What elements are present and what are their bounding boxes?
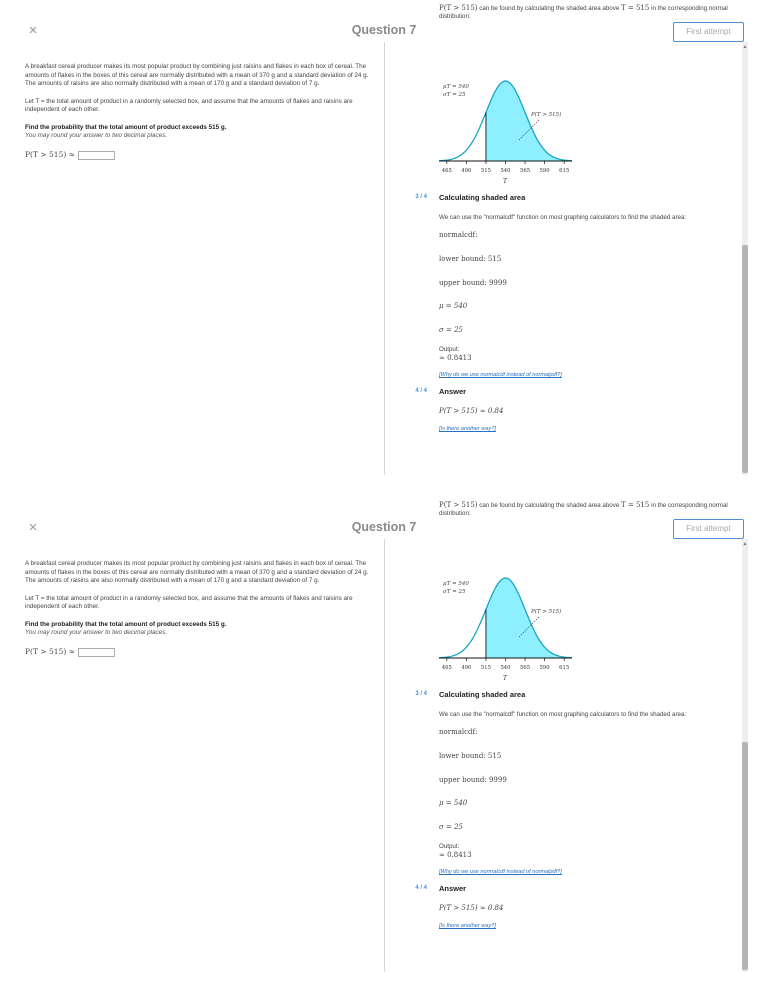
question-panel — [0, 497, 768, 972]
step-3-number: 3 / 4 — [415, 194, 427, 200]
close-icon[interactable]: × — [28, 22, 38, 39]
x-tick-label: 490 — [461, 665, 472, 671]
answer-label: P(T > 515) ≈ — [25, 646, 75, 656]
output-value: ≈ 0.8413 — [439, 851, 472, 859]
scroll-up-arrow[interactable]: ▲ — [742, 44, 748, 50]
sigma-label: σT = 25 — [443, 92, 466, 98]
rounding-hint: You may round your answer to two decimal places. — [25, 132, 168, 139]
first-attempt-button[interactable]: First attempt — [673, 519, 744, 539]
x-tick-label: 515 — [480, 168, 492, 174]
lower-bound: lower bound: 515 — [439, 255, 502, 263]
close-icon[interactable]: × — [28, 519, 38, 536]
column-divider — [384, 539, 385, 972]
upper-bound: upper bound: 9999 — [439, 776, 507, 784]
scroll-up-arrow[interactable]: ▲ — [742, 541, 748, 547]
x-ticks — [442, 658, 569, 671]
intro-text-2: in the corresponding normal distribution: — [439, 5, 728, 20]
rounding-hint: You may round your answer to two decimal places. — [25, 629, 168, 636]
lower-bound: lower bound: 515 — [439, 752, 502, 760]
step-3-description: We can use the "normalcdf" function on most graphing calculators to find the shaded area: — [439, 711, 687, 718]
sigma-value: σ = 25 — [439, 326, 464, 334]
mu-value: μ = 540 — [439, 302, 468, 310]
intro-math-2: T = 515 — [620, 501, 650, 509]
x-tick-label: 490 — [461, 168, 472, 174]
normal-distribution-graph — [439, 34, 579, 184]
scrollbar-thumb[interactable] — [742, 742, 748, 970]
final-answer: P(T > 515) ≈ 0.84 — [439, 904, 504, 912]
final-answer: P(T > 515) ≈ 0.84 — [439, 407, 504, 415]
normal-distribution-graph — [439, 531, 579, 681]
region-label: P(T > 515) — [531, 609, 562, 615]
intro-text: can be found by calculating the shaded area above — [477, 502, 621, 509]
intro-math: P(T > 515) — [439, 501, 478, 509]
x-ticks — [442, 161, 569, 174]
x-tick-label: 565 — [519, 665, 531, 671]
intro-text: can be found by calculating the shaded area above — [477, 5, 621, 12]
x-tick-label: 540 — [500, 168, 511, 174]
mu-label: μT = 540 — [443, 581, 469, 587]
step-4-number: 4 / 4 — [415, 388, 427, 394]
problem-paragraph-2: Let T = the total amount of product in a randomly selected box, and assume that the amounts of flakes and raisins are independent of each other. — [25, 594, 353, 610]
another-way-link[interactable]: [Is there another way?] — [439, 923, 496, 929]
intro-math: P(T > 515) — [439, 4, 478, 12]
problem-paragraph-1: A breakfast cereal producer makes its most popular product by combining just raisins and flakes in each box of cereal. The amounts of flakes in the boxes of this cereal are normally distributed with a mean of 370 g and a standard deviation of 24 g. The amounts of raisins are also normally distributed with a mean of 170 g and a standard deviation of 7 g. — [25, 63, 369, 87]
step-4-number: 4 / 4 — [415, 885, 427, 891]
output-label: Output: — [439, 346, 460, 353]
answer-row — [25, 648, 380, 657]
solution-intro — [439, 501, 739, 518]
normalcdf-why-link[interactable]: [Why do we use normalcdf instead of normalpdf?] — [439, 869, 562, 875]
column-divider — [384, 42, 385, 475]
question-title: Question 7 — [351, 23, 417, 37]
solution-intro — [439, 4, 739, 21]
problem-task: Find the probability that the total amount of product exceeds 515 g. — [25, 620, 227, 628]
x-tick-label: 615 — [559, 665, 570, 671]
x-tick-label: 540 — [500, 665, 511, 671]
answer-row — [25, 151, 380, 160]
x-tick-label: 465 — [441, 168, 452, 174]
problem-task: Find the probability that the total amount of product exceeds 515 g. — [25, 123, 227, 131]
region-label: P(T > 515) — [531, 112, 562, 118]
answer-input[interactable] — [78, 151, 115, 160]
axis-label: T — [503, 675, 508, 681]
mu-value: μ = 540 — [439, 799, 468, 807]
x-tick-label: 615 — [559, 168, 570, 174]
question-title: Question 7 — [351, 520, 417, 534]
intro-text-2: in the corresponding normal distribution: — [439, 502, 728, 517]
x-tick-label: 565 — [519, 168, 531, 174]
problem-statement — [25, 63, 380, 160]
x-tick-label: 515 — [480, 665, 492, 671]
axis-label: T — [503, 178, 508, 184]
first-attempt-button[interactable]: First attempt — [673, 22, 744, 42]
mu-label: μT = 540 — [443, 84, 469, 90]
question-panel — [0, 0, 768, 475]
problem-statement — [25, 560, 380, 657]
step-4-title: Answer — [439, 387, 467, 396]
x-tick-label: 465 — [441, 665, 452, 671]
step-3-title: Calculating shaded area — [439, 690, 526, 699]
sigma-label: σT = 25 — [443, 589, 466, 595]
sigma-value: σ = 25 — [439, 823, 464, 831]
output-label: Output: — [439, 843, 460, 850]
x-tick-label: 590 — [539, 168, 550, 174]
answer-input[interactable] — [78, 648, 115, 657]
step-3-number: 3 / 4 — [415, 691, 427, 697]
step-4-title: Answer — [439, 884, 467, 893]
normalcdf-why-link[interactable]: [Why do we use normalcdf instead of normalpdf?] — [439, 372, 562, 378]
output-value: ≈ 0.8413 — [439, 354, 472, 362]
normalcdf-label: normalcdf: — [439, 728, 478, 736]
upper-bound: upper bound: 9999 — [439, 279, 507, 287]
x-tick-label: 590 — [539, 665, 550, 671]
normalcdf-label: normalcdf: — [439, 231, 478, 239]
scrollbar-thumb[interactable] — [742, 245, 748, 473]
problem-paragraph-1: A breakfast cereal producer makes its most popular product by combining just raisins and flakes in each box of cereal. The amounts of flakes in the boxes of this cereal are normally distributed with a mean of 370 g and a standard deviation of 24 g. The amounts of raisins are also normally distributed with a mean of 170 g and a standard deviation of 7 g. — [25, 560, 369, 584]
answer-label: P(T > 515) ≈ — [25, 149, 75, 159]
intro-math-2: T = 515 — [620, 4, 650, 12]
problem-paragraph-2: Let T = the total amount of product in a randomly selected box, and assume that the amounts of flakes and raisins are independent of each other. — [25, 97, 353, 113]
step-3-title: Calculating shaded area — [439, 193, 526, 202]
step-3-description: We can use the "normalcdf" function on most graphing calculators to find the shaded area: — [439, 214, 687, 221]
another-way-link[interactable]: [Is there another way?] — [439, 426, 496, 432]
